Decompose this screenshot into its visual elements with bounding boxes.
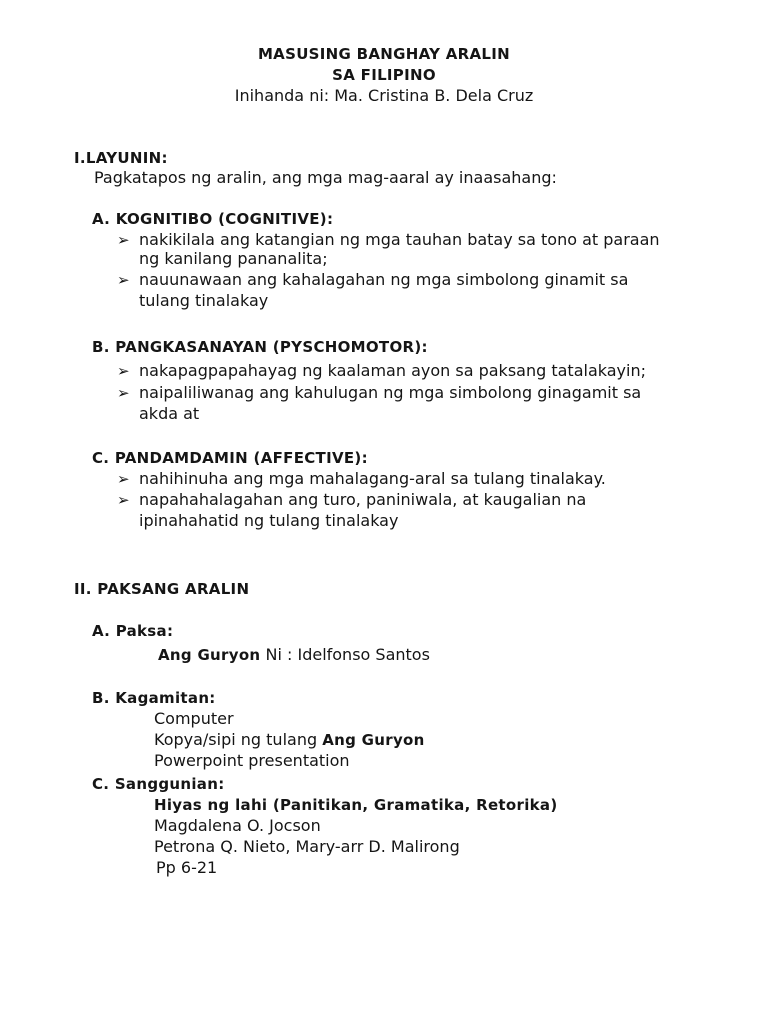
kognitibo-item-2-line1: nauunawaan ang kahalagahan ng mga simbolong ginamit sa: [139, 270, 629, 289]
kagamitan-item-kopya: [154, 730, 425, 750]
subheading-paksa: A. Paksa:: [92, 622, 174, 640]
arrowhead-bullet-icon: ➢: [117, 362, 130, 380]
sanggunian-book-title: Hiyas ng lahi (Panitikan, Gramatika, Retorika): [154, 796, 558, 814]
subheading-kognitibo: A. KOGNITIBO (COGNITIVE):: [92, 210, 334, 228]
affective-item-1-line1: nahihinuha ang mga mahalagang-aral sa tulang tinalakay.: [139, 469, 606, 488]
kognitibo-item-1-line1: nakikilala ang katangian ng mga tauhan batay sa tono at paraan: [139, 230, 660, 249]
prepared-by: Inihanda ni: Ma. Cristina B. Dela Cruz: [234, 86, 534, 105]
arrowhead-bullet-icon: ➢: [117, 491, 130, 509]
document-title-line1: MASUSING BANGHAY ARALIN: [257, 45, 511, 63]
section-heading-paksang-aralin: II. PAKSANG ARALIN: [74, 580, 250, 598]
arrowhead-bullet-icon: ➢: [117, 384, 130, 402]
affective-item-2-line1: napahahalagahan ang turo, paniniwala, at kaugalian na: [139, 490, 587, 509]
kagamitan-item-powerpoint: Powerpoint presentation: [154, 751, 350, 770]
psychomotor-item-2-line2: akda at: [139, 404, 200, 423]
section-heading-layunin: I.LAYUNIN:: [74, 149, 168, 167]
subheading-affective: C. PANDAMDAMIN (AFFECTIVE):: [92, 449, 368, 467]
psychomotor-item-1-line1: nakapagpapahayag ng kaalaman ayon sa paksang tatalakayin;: [139, 361, 646, 380]
kagamitan-poem-title: Ang Guryon: [322, 731, 425, 749]
kognitibo-item-2-line2: tulang tinalakay: [139, 291, 269, 310]
sanggunian-pages: Pp 6-21: [156, 858, 218, 877]
sanggunian-author-1: Magdalena O. Jocson: [154, 816, 321, 835]
kognitibo-item-1-line2: ng kanilang pananalita;: [139, 249, 328, 268]
subheading-sanggunian: C. Sanggunian:: [92, 775, 225, 793]
poem-author: Ni : Idelfonso Santos: [260, 645, 430, 664]
subheading-kagamitan: B. Kagamitan:: [92, 689, 216, 707]
arrowhead-bullet-icon: ➢: [117, 470, 130, 488]
psychomotor-item-2-line1: naipaliliwanag ang kahulugan ng mga simbolong ginagamit sa: [139, 383, 642, 402]
affective-item-2-line2: ipinahahatid ng tulang tinalakay: [139, 511, 399, 530]
poem-title: Ang Guryon: [158, 646, 261, 664]
kagamitan-item-computer: Computer: [154, 709, 234, 728]
subheading-psychomotor: B. PANGKASANAYAN (PYSCHOMOTOR):: [92, 338, 428, 356]
arrowhead-bullet-icon: ➢: [117, 271, 130, 289]
arrowhead-bullet-icon: ➢: [117, 231, 130, 249]
document-title-line2: SA FILIPINO: [332, 66, 436, 84]
kagamitan-item-kopya-text: Kopya/sipi ng tulang: [154, 730, 323, 749]
sanggunian-author-2: Petrona Q. Nieto, Mary-arr D. Malirong: [154, 837, 460, 856]
paksa-title-line: [158, 645, 430, 665]
layunin-intro: Pagkatapos ng aralin, ang mga mag-aaral ay inaasahang:: [94, 168, 557, 187]
